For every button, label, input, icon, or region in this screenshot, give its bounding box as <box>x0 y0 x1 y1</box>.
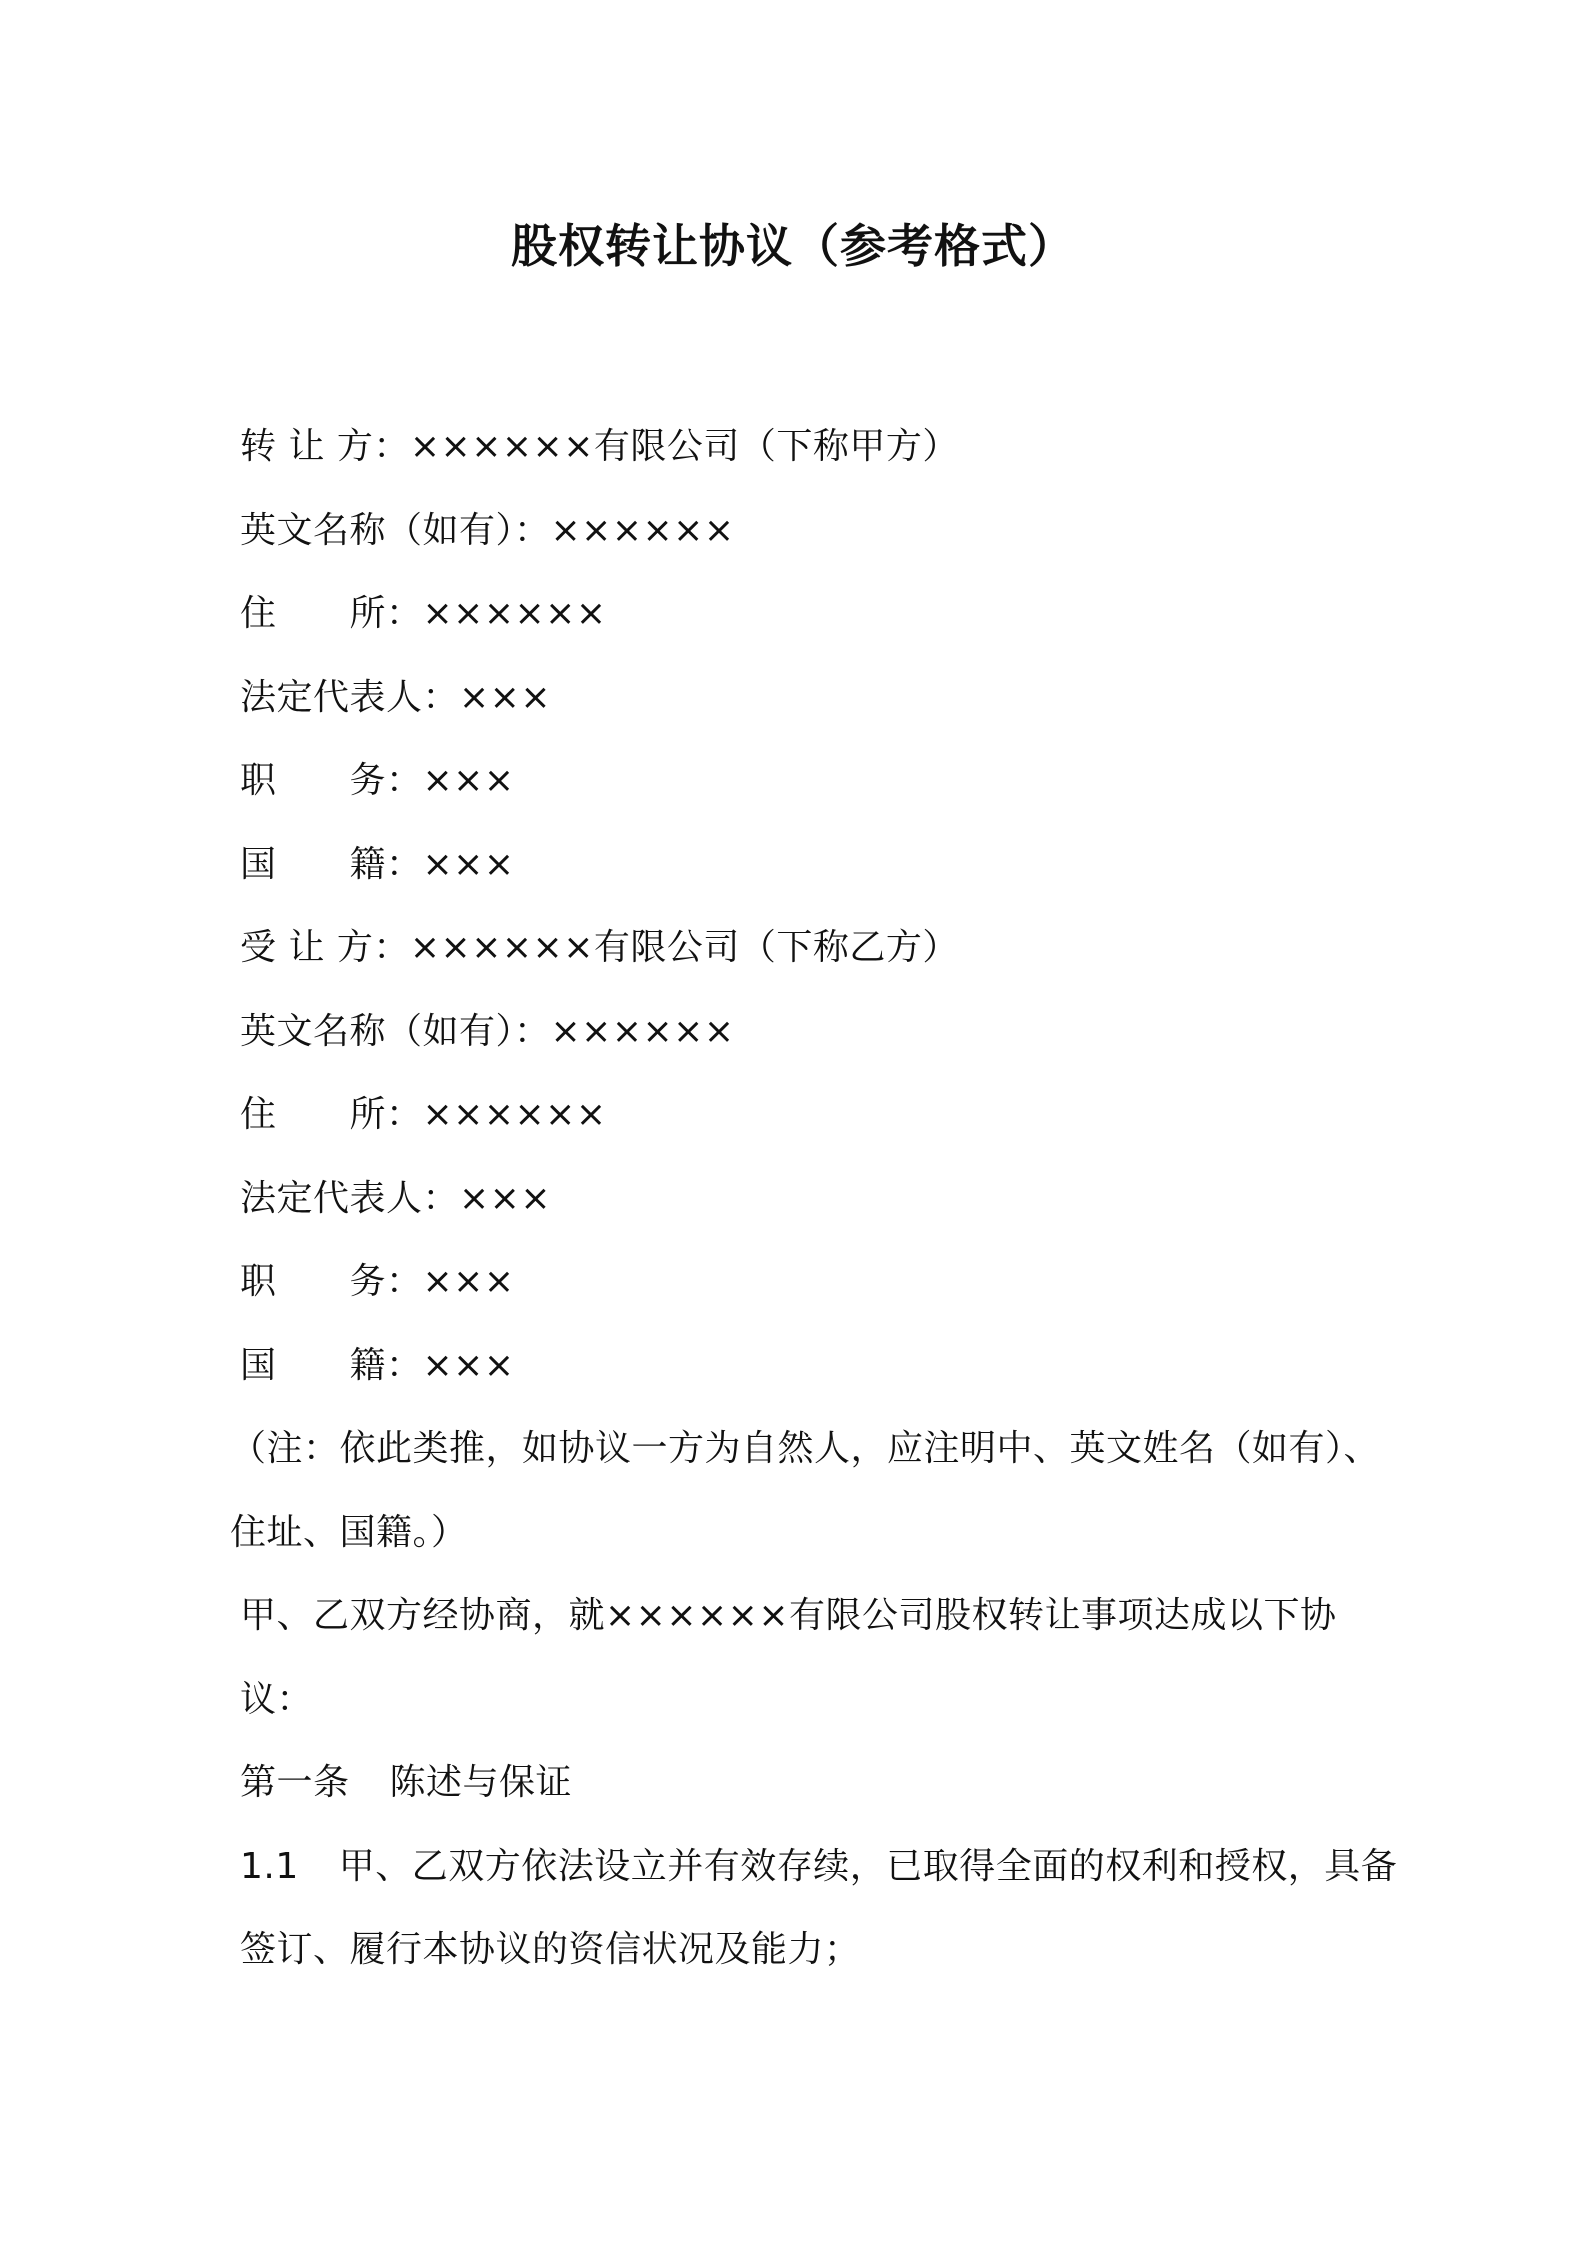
transferor-address-line <box>240 572 1400 656</box>
transferor-address-value: ×××××× <box>422 593 607 634</box>
clause-1-1 <box>240 1825 1400 1992</box>
transferor-english-value: ×××××× <box>550 509 735 551</box>
transferee-name-value: ××××××有限公司（下称乙方） <box>409 927 959 968</box>
transferor-nationality-label: 国 籍： <box>240 843 423 885</box>
article-1-number: 第一条 <box>240 1762 350 1803</box>
document-body <box>230 405 1400 1992</box>
transferor-rep-label: 法定代表人： <box>240 676 460 718</box>
note-paragraph: （注：依此类推，如协议一方为自然人，应注明中、英文姓名（如有）、住址、国籍。） <box>230 1428 1381 1553</box>
transferee-english-value: ×××××× <box>550 1010 735 1052</box>
transferor-english-line <box>240 489 1400 573</box>
transferor-rep-line <box>240 656 1400 740</box>
transferor-name-label: 转 让 方： <box>240 426 410 467</box>
transferee-address-value: ×××××× <box>422 1094 607 1135</box>
transferor-name-value: ××××××有限公司（下称甲方） <box>409 426 959 467</box>
clause-1-1-number: 1.1 <box>240 1845 299 1887</box>
transferor-nationality-value: ××× <box>422 843 515 885</box>
transferee-position-value: ××× <box>422 1261 515 1302</box>
transferee-position-line <box>240 1240 1400 1324</box>
transferee-rep-label: 法定代表人： <box>240 1177 460 1219</box>
preamble-paragraph: 甲、乙双方经协商，就××××××有限公司股权转让事项达成以下协议： <box>240 1595 1337 1720</box>
transferor-rep-value: ××× <box>459 676 552 718</box>
article-1-heading <box>240 1741 1400 1825</box>
transferor-english-label: 英文名称（如有）： <box>240 509 551 551</box>
transferor-address-label: 住 所： <box>240 593 423 634</box>
article-1-title: 陈述与保证 <box>389 1762 573 1803</box>
transferee-name-label: 受 让 方： <box>240 927 410 968</box>
transferor-nationality-line <box>240 823 1400 907</box>
transferee-name-line <box>240 906 1400 990</box>
transferee-nationality-label: 国 籍： <box>240 1344 423 1386</box>
transferee-english-line <box>240 990 1400 1074</box>
transferee-rep-line <box>240 1157 1400 1241</box>
transferor-position-value: ××× <box>422 760 515 801</box>
transferor-name-line <box>240 405 1400 489</box>
transferor-position-label: 职 务： <box>240 760 423 801</box>
transferor-position-line <box>240 739 1400 823</box>
transferee-english-label: 英文名称（如有）： <box>240 1010 551 1052</box>
clause-1-1-text: 甲、乙双方依法设立并有效存续，已取得全面的权利和授权，具备签订、履行本协议的资信状况及能力； <box>240 1845 1398 1970</box>
document-title: 股权转让协议（参考格式） <box>511 219 1075 273</box>
transferee-address-line <box>240 1073 1400 1157</box>
transferee-address-label: 住 所： <box>240 1094 423 1135</box>
transferee-nationality-value: ××× <box>422 1344 515 1386</box>
transferee-position-label: 职 务： <box>240 1261 423 1302</box>
transferee-nationality-line <box>240 1324 1400 1408</box>
transferee-rep-value: ××× <box>459 1177 552 1219</box>
